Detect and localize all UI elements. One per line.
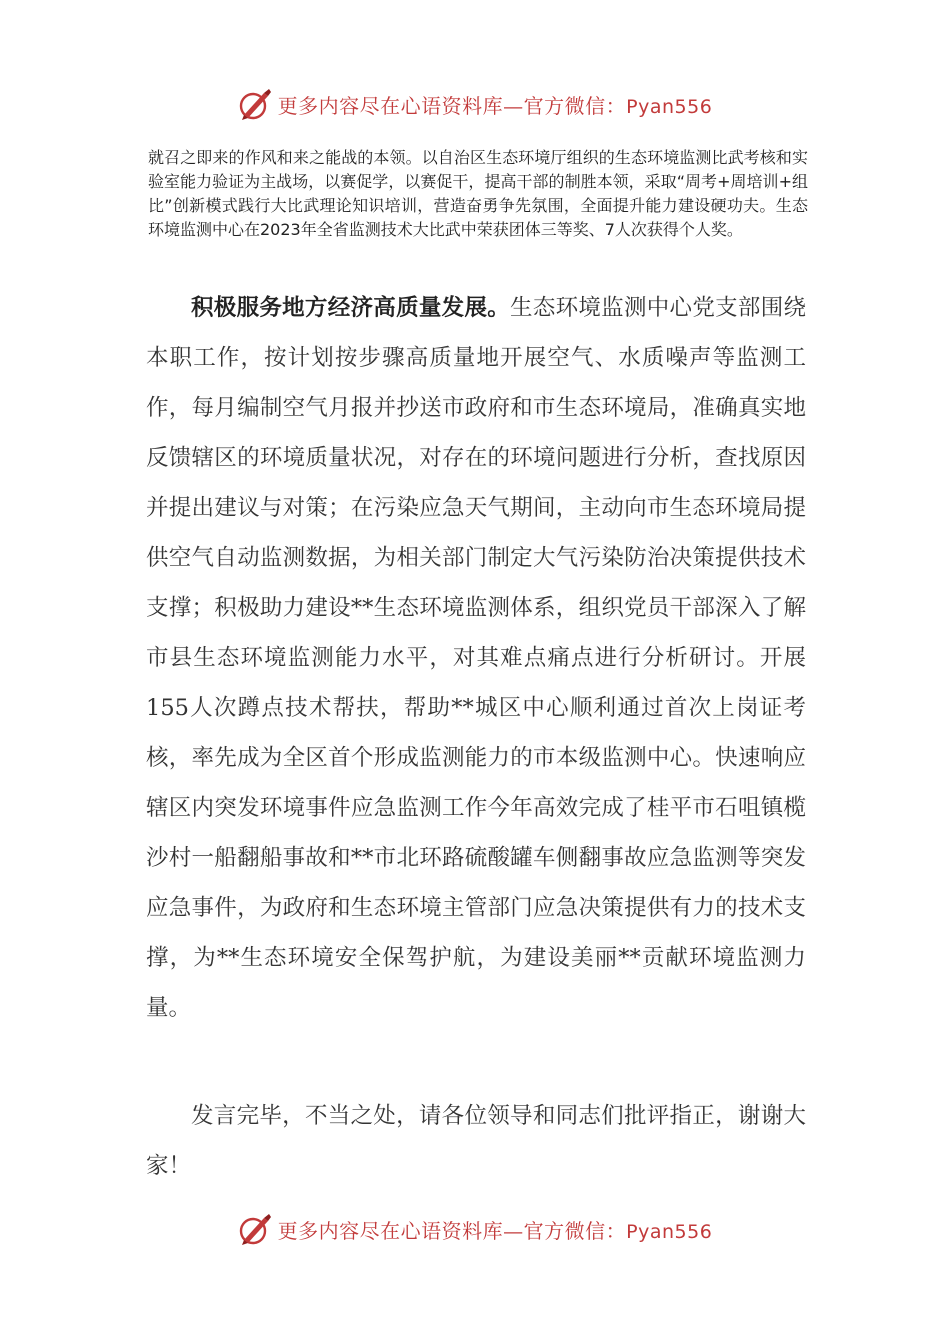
- footer-watermark-banner: [0, 1207, 950, 1251]
- header-banner-text: 更多内容尽在心语资料库—官方微信：Pyan556: [277, 93, 713, 118]
- header-watermark-banner: [0, 82, 950, 126]
- pen-logo-icon: [238, 1212, 272, 1246]
- section-lead-heading: 积极服务地方经济高质量发展。: [191, 295, 511, 321]
- pen-logo-icon: [238, 87, 272, 121]
- closing-paragraph: 发言完毕，不当之处，请各位领导和同志们批评指正，谢谢大家！: [146, 1103, 806, 1179]
- section-paragraph: [146, 283, 806, 1033]
- header-wechat-id: Pyan556: [626, 95, 713, 118]
- continuation-paragraph: 就召之即来的作风和来之能战的本领。以自治区生态环境厅组织的生态环境监测比武考核和实验室能力验证为主战场，以赛促学，以赛促干，提高干部的制胜本领，采取“周考+周培训+组比”创新模式践行大比武理论知识培训，营造奋勇争先氛围，全面提升能力建设硬功夫。生态环境监测中心在2023年全省监测技术大比武中荣获团体三等奖、7人次获得个人奖。: [148, 148, 808, 239]
- footer-banner-text: 更多内容尽在心语资料库—官方微信：Pyan556: [277, 1218, 713, 1243]
- footer-wechat-id: Pyan556: [626, 1220, 713, 1243]
- section-body-text: 生态环境监测中心党支部围绕本职工作，按计划按步骤高质量地开展空气、水质噪声等监测工作，每月编制空气月报并抄送市政府和市生态环境局，准确真实地反馈辖区的环境质量状况，对存在的环境问题进行分析，查找原因并提出建议与对策；在污染应急天气期间，主动向市生态环境局提供空气自动监测数据，为相关部门制定大气污染防治决策提供技术支撑；积极助力建设**生态环境监测体系，组织党员干部深入了解市县生态环境监测能力水平，对其难点痛点进行分析研讨。开展155人次蹲点技术帮扶，帮助**城区中心顺利通过首次上岗证考核，率先成为全区首个形成监测能力的市本级监测中心。快速响应辖区内突发环境事件应急监测工作今年高效完成了桂平市石咀镇榄沙村一船翻船事故和**市北环路硫酸罐车侧翻事故应急监测等突发应急事件，为政府和生态环境主管部门应急决策提供有力的技术支撑，为**生态环境安全保驾护航，为建设美丽**贡献环境监测力量。: [146, 295, 806, 1021]
